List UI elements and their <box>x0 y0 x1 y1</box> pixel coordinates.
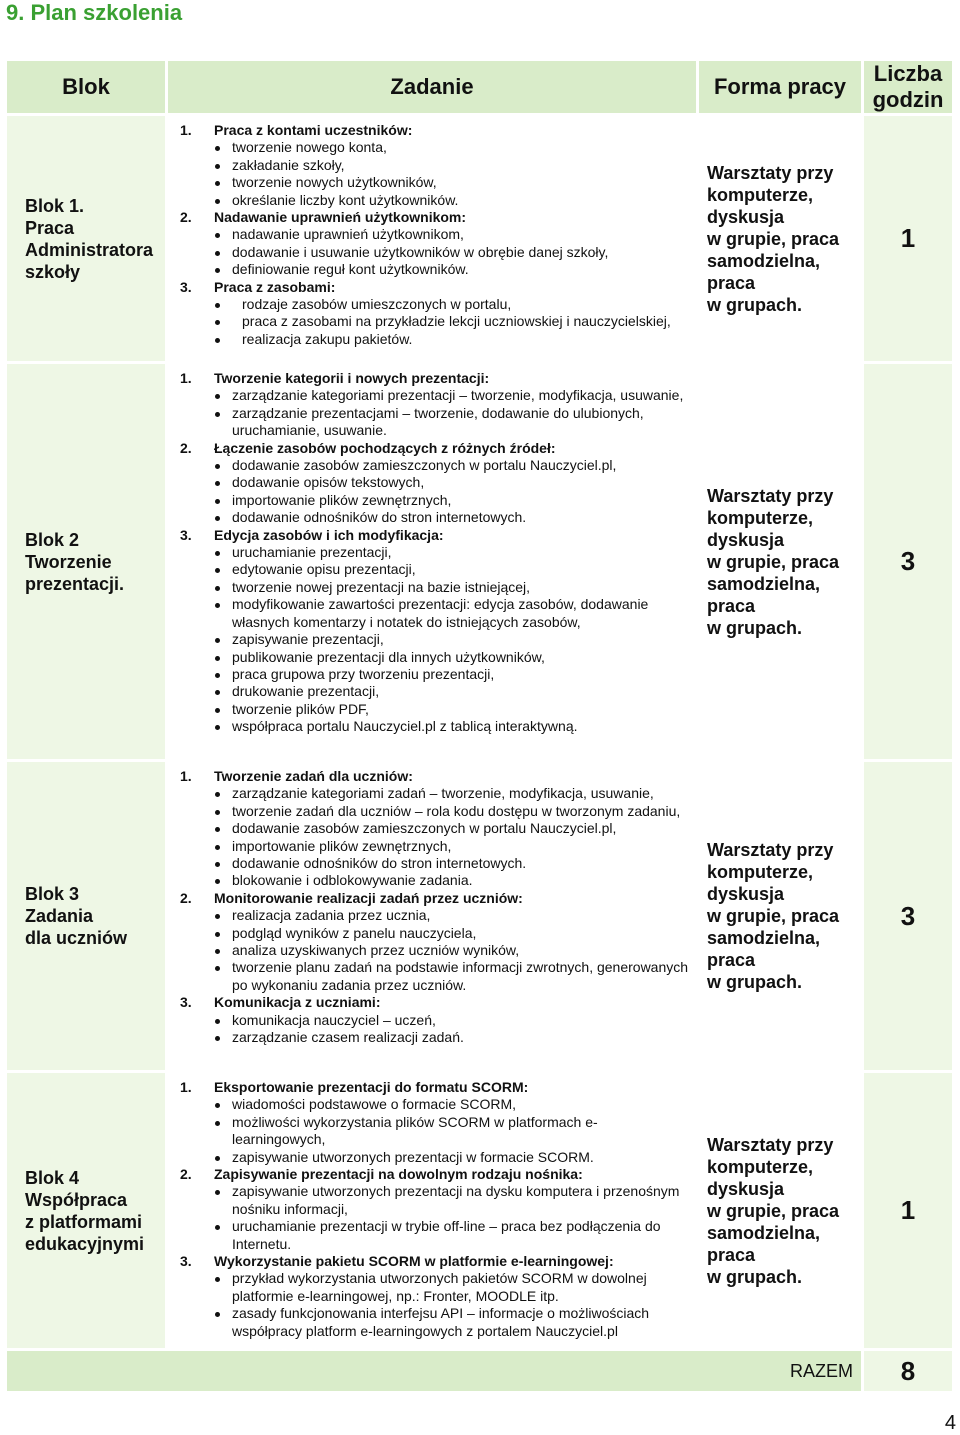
task-title <box>180 994 690 1011</box>
task-bullet-list <box>180 387 690 439</box>
blok-line: z platformami <box>25 1211 143 1232</box>
task-title-text: Praca z kontami uczestników: <box>214 122 413 138</box>
list-item: modyfikowanie zawartości prezentacji: edycja zasobów, dodawanie własnych komentarzy i notatek do istniejących zasobów, <box>214 596 690 631</box>
task-bullet-list <box>180 457 690 527</box>
razem-row <box>7 1351 952 1391</box>
list-item: zapisywanie prezentacji, <box>214 631 690 648</box>
task-title-text: Tworzenie kategorii i nowych prezentacji: <box>214 370 490 386</box>
blok-line: Współpraca <box>25 1189 128 1210</box>
header-row <box>7 61 952 113</box>
task-number: 2. <box>180 1166 192 1183</box>
list-item: dodawanie zasobów zamieszczonych w portalu Nauczyciel.pl, <box>214 457 690 474</box>
task-title <box>180 1166 690 1183</box>
list-item: zarządzanie kategoriami prezentacji – tworzenie, modyfikacja, usuwanie, <box>214 387 690 404</box>
list-item: zarządzanie prezentacjami – tworzenie, dodawanie do ulubionych, uruchamianie, usuwanie. <box>214 405 690 440</box>
blok-line: edukacyjnymi <box>25 1233 145 1254</box>
task-bullet-list <box>180 785 690 889</box>
task-title-text: Nadawanie uprawnień użytkownikom: <box>214 209 467 226</box>
forma-line: dyskusja <box>707 1178 785 1199</box>
list-item: możliwości wykorzystania plików SCORM w platformach e-learningowych, <box>214 1114 690 1149</box>
forma-pracy-cell <box>699 762 861 1070</box>
list-item: publikowanie prezentacji dla innych użytkowników, <box>214 649 690 666</box>
task-title <box>180 1079 690 1096</box>
task-title-text: Monitorowanie realizacji zadań przez uczniów: <box>214 889 523 906</box>
header-forma: Forma pracy <box>699 61 861 113</box>
task-title <box>180 768 690 785</box>
razem-hours: 8 <box>864 1351 952 1391</box>
list-item: analiza uzyskiwanych przez uczniów wyników, <box>214 942 690 959</box>
task-number: 1. <box>180 1079 192 1095</box>
task-bullet-list <box>180 296 690 348</box>
forma-line: komputerze, <box>707 507 814 528</box>
forma-line: dyskusja <box>707 206 785 227</box>
list-item: tworzenie zadań dla uczniów – rola kodu dostępu w tworzonym zadaniu, <box>214 803 690 820</box>
task-bullet-list <box>180 1270 690 1340</box>
list-item: zapisywanie utworzonych prezentacji w formacie SCORM. <box>214 1149 690 1166</box>
training-plan-table <box>4 58 955 1394</box>
task-title-text: Łączenie zasobów pochodzących z różnych źródeł: <box>214 439 556 456</box>
list-item: wiadomości podstawowe o formacie SCORM, <box>214 1096 690 1113</box>
list-item: uruchamianie prezentacji w trybie off-line – praca bez podłączenia do Internetu. <box>214 1218 690 1253</box>
task-bullet-list <box>180 544 690 735</box>
forma-line: Warsztaty przy <box>707 162 834 183</box>
forma-pracy-cell <box>699 364 861 759</box>
zadanie-cell <box>168 1073 696 1348</box>
list-item: tworzenie nowej prezentacji na bazie istniejącej, <box>214 579 690 596</box>
header-godziny-line-2: godzin <box>872 87 944 112</box>
blok-cell <box>7 364 165 759</box>
blok-line: Blok 2 <box>25 529 80 550</box>
liczba-godzin-cell: 3 <box>864 762 952 1070</box>
list-item: komunikacja nauczyciel – uczeń, <box>214 1012 690 1029</box>
header-blok: Blok <box>7 61 165 113</box>
task-title-text: Zapisywanie prezentacji na dowolnym rodzaju nośnika: <box>214 1166 583 1183</box>
list-item: realizacja zakupu pakietów. <box>214 331 690 348</box>
blok-line: Zadania <box>25 906 94 926</box>
forma-line: w grupie, praca <box>707 906 840 926</box>
list-item: określanie liczby kont użytkowników. <box>214 192 690 209</box>
list-item: tworzenie plików PDF, <box>214 701 690 718</box>
blok-line: Blok 3 <box>25 884 80 904</box>
task-number: 2. <box>180 209 192 226</box>
blok-line: prezentacji. <box>25 573 125 594</box>
task-title <box>180 1253 690 1270</box>
liczba-godzin-cell: 1 <box>864 1073 952 1348</box>
task-bullet-list <box>180 226 690 278</box>
forma-line: komputerze, <box>707 1156 814 1177</box>
task-title-text: Komunikacja z uczniami: <box>214 994 381 1011</box>
list-item: dodawanie odnośników do stron internetowych. <box>214 855 690 872</box>
forma-pracy-cell <box>699 116 861 361</box>
table-row <box>7 116 952 361</box>
forma-line: praca <box>707 950 756 970</box>
liczba-godzin-cell: 3 <box>864 364 952 759</box>
task-number: 3. <box>180 278 192 295</box>
forma-line: samodzielna, <box>707 1222 821 1243</box>
list-item: edytowanie opisu prezentacji, <box>214 561 690 578</box>
task-title-text: Praca z zasobami: <box>214 278 336 295</box>
table-row <box>7 364 952 759</box>
blok-cell <box>7 116 165 361</box>
forma-line: praca <box>707 272 756 293</box>
section-title: 9. Plan szkolenia <box>6 0 183 25</box>
list-item: zakładanie szkoły, <box>214 157 690 174</box>
razem-label: RAZEM <box>7 1351 861 1391</box>
list-item: importowanie plików zewnętrznych, <box>214 838 690 855</box>
blok-line: Blok 4 <box>25 1167 80 1188</box>
list-item: zapisywanie utworzonych prezentacji na dysku komputera i przenośnym nośniku informacji, <box>214 1183 690 1218</box>
zadanie-cell <box>168 762 696 1070</box>
task-bullet-list <box>180 1012 690 1047</box>
blok-cell <box>7 762 165 1070</box>
forma-line: w grupie, praca <box>707 228 840 249</box>
list-item: nadawanie uprawnień użytkownikom, <box>214 226 690 243</box>
blok-cell <box>7 1073 165 1348</box>
task-title <box>180 370 690 387</box>
forma-line: dyskusja <box>707 884 785 904</box>
task-number: 3. <box>180 526 192 543</box>
forma-line: praca <box>707 1244 756 1265</box>
task-title-text: Edycja zasobów i ich modyfikacja: <box>214 526 444 543</box>
blok-line: Blok 1. <box>25 195 85 216</box>
forma-line: w grupie, praca <box>707 551 840 572</box>
list-item: praca z zasobami na przykładzie lekcji uczniowskiej i nauczycielskiej, <box>214 313 690 330</box>
list-item: zasady funkcjonowania interfejsu API – informacje o możliwościach współpracy platform e-learningowych z portalem Nauczyciel.pl <box>214 1305 690 1340</box>
list-item: współpraca portalu Nauczyciel.pl z tablicą interaktywną. <box>214 718 690 735</box>
list-item: zarządzanie kategoriami zadań – tworzenie, modyfikacja, usuwanie, <box>214 785 690 802</box>
task-number: 3. <box>180 994 192 1011</box>
list-item: dodawanie odnośników do stron internetowych. <box>214 509 690 526</box>
task-bullet-list <box>180 1096 690 1166</box>
page-number: 4 <box>944 1412 956 1434</box>
list-item: uruchamianie prezentacji, <box>214 544 690 561</box>
header-liczba-godzin <box>864 61 952 113</box>
blok-line: Administratora <box>25 239 154 260</box>
task-title-text: Eksportowanie prezentacji do formatu SCORM: <box>214 1079 529 1095</box>
blok-line: Tworzenie <box>25 551 112 572</box>
task-title <box>180 527 690 544</box>
forma-line: Warsztaty przy <box>707 840 834 860</box>
forma-line: komputerze, <box>707 184 814 205</box>
blok-line: Praca <box>25 217 75 238</box>
forma-line: w grupach. <box>707 294 803 315</box>
header-zadanie: Zadanie <box>168 61 696 113</box>
task-number: 1. <box>180 768 192 784</box>
list-item: drukowanie prezentacji, <box>214 683 690 700</box>
task-number: 2. <box>180 889 192 906</box>
task-title <box>180 890 690 907</box>
forma-line: samodzielna, <box>707 573 821 594</box>
forma-line: w grupach. <box>707 617 803 638</box>
list-item: tworzenie nowego konta, <box>214 139 690 156</box>
blok-line: dla uczniów <box>25 928 128 948</box>
list-item: podgląd wyników z panelu nauczyciela, <box>214 925 690 942</box>
list-item: tworzenie planu zadań na podstawie informacji zwrotnych, generowanych po wykonaniu zadania przez uczniów. <box>214 959 690 994</box>
table-row <box>7 1073 952 1348</box>
list-item: dodawanie opisów tekstowych, <box>214 474 690 491</box>
list-item: zarządzanie czasem realizacji zadań. <box>214 1029 690 1046</box>
forma-line: w grupie, praca <box>707 1200 840 1221</box>
list-item: dodawanie zasobów zamieszczonych w portalu Nauczyciel.pl, <box>214 820 690 837</box>
blok-line: szkoły <box>25 261 81 282</box>
forma-pracy-cell <box>699 1073 861 1348</box>
task-bullet-list <box>180 907 690 994</box>
task-bullet-list <box>180 1183 690 1253</box>
task-number: 2. <box>180 439 192 456</box>
zadanie-cell <box>168 364 696 759</box>
task-title <box>180 122 690 139</box>
liczba-godzin-cell: 1 <box>864 116 952 361</box>
forma-line: praca <box>707 595 756 616</box>
forma-line: samodzielna, <box>707 250 821 271</box>
list-item: blokowanie i odblokowywanie zadania. <box>214 872 690 889</box>
list-item: dodawanie i usuwanie użytkowników w obrębie danej szkoły, <box>214 244 690 261</box>
forma-line: komputerze, <box>707 862 814 882</box>
list-item: realizacja zadania przez ucznia, <box>214 907 690 924</box>
table-row <box>7 762 952 1070</box>
forma-line: w grupach. <box>707 1266 803 1287</box>
task-title-text: Wykorzystanie pakietu SCORM w platformie e-learningowej: <box>214 1253 614 1270</box>
list-item: rodzaje zasobów umieszczonych w portalu, <box>214 296 690 313</box>
task-number: 3. <box>180 1253 192 1270</box>
task-title <box>180 440 690 457</box>
task-title <box>180 209 690 226</box>
list-item: tworzenie nowych użytkowników, <box>214 174 690 191</box>
list-item: przykład wykorzystania utworzonych pakietów SCORM w dowolnej platformie e-learningowej, np.: Fronter, MOODLE itp. <box>214 1270 690 1305</box>
task-bullet-list <box>180 139 690 209</box>
task-number: 1. <box>180 122 192 138</box>
forma-line: samodzielna, <box>707 928 821 948</box>
task-title-text: Tworzenie zadań dla uczniów: <box>214 768 413 784</box>
forma-line: Warsztaty przy <box>707 485 834 506</box>
forma-line: w grupach. <box>707 972 803 992</box>
task-number: 1. <box>180 370 192 386</box>
task-title <box>180 279 690 296</box>
forma-line: Warsztaty przy <box>707 1134 834 1155</box>
forma-line: dyskusja <box>707 529 785 550</box>
header-godziny-line-1: Liczba <box>873 61 943 86</box>
list-item: importowanie plików zewnętrznych, <box>214 492 690 509</box>
list-item: definiowanie reguł kont użytkowników. <box>214 261 690 278</box>
zadanie-cell <box>168 116 696 361</box>
list-item: praca grupowa przy tworzeniu prezentacji, <box>214 666 690 683</box>
